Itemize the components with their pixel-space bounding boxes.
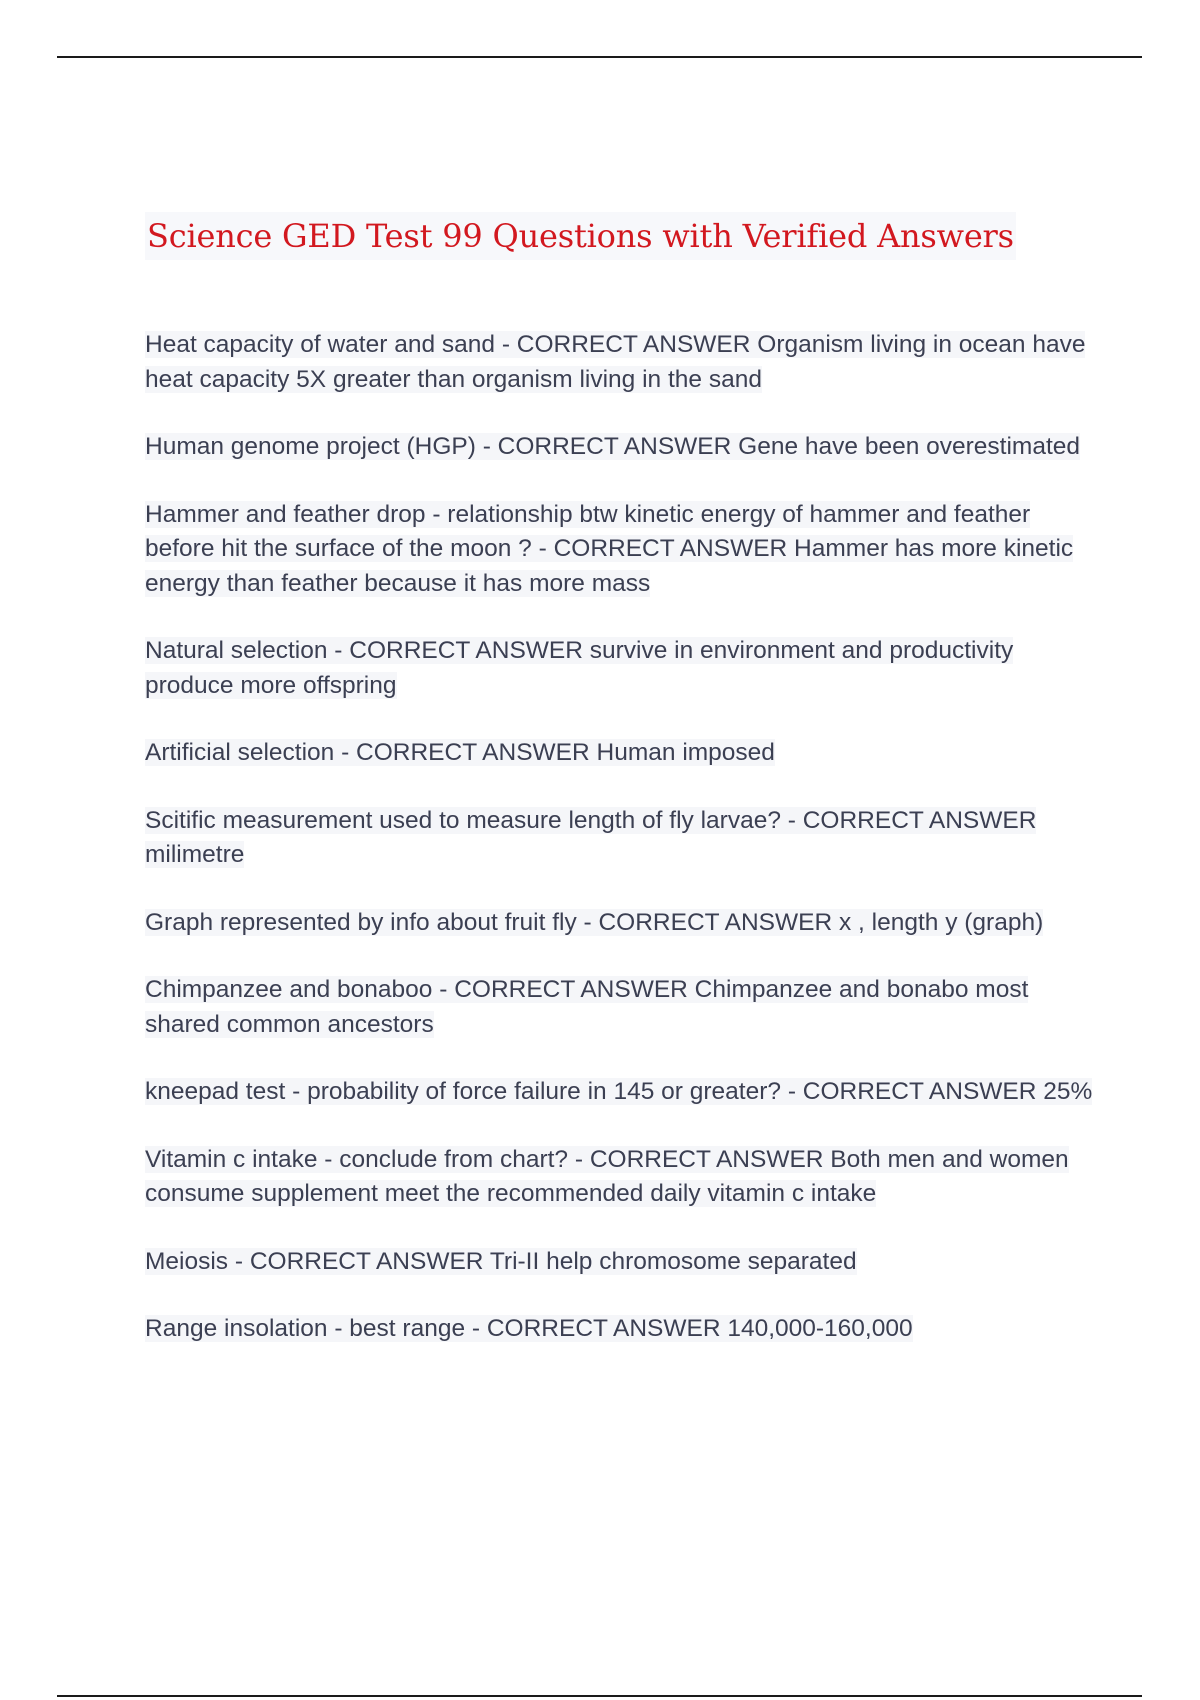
top-rule bbox=[57, 56, 1142, 58]
qa-text: Hammer and feather drop - relationship btw kinetic energy of hammer and feather before hit the surface of the moon ? - CORRECT ANSWER Hammer has more kinetic energy than feather because it has more mass bbox=[145, 500, 1074, 597]
qa-text: Heat capacity of water and sand - CORRECT ANSWER Organism living in ocean have heat capacity 5X greater than organism living in the sand bbox=[145, 331, 1086, 393]
qa-text: Artificial selection - CORRECT ANSWER Human imposed bbox=[145, 739, 775, 766]
qa-item bbox=[145, 973, 1095, 1042]
qa-text: Vitamin c intake - conclude from chart? - CORRECT ANSWER Both men and women consume supplement meet the recommended daily vitamin c intake bbox=[145, 1145, 1069, 1207]
qa-item bbox=[145, 498, 1095, 602]
qa-text: Graph represented by info about fruit fly - CORRECT ANSWER x , length y (graph) bbox=[145, 908, 1044, 936]
qa-item bbox=[145, 804, 1095, 873]
qa-text: Chimpanzee and bonaboo - CORRECT ANSWER Chimpanzee and bonabo most shared common ancestors bbox=[145, 976, 1029, 1038]
qa-text: Scitific measurement used to measure length of fly larvae? - CORRECT ANSWER milimetre bbox=[145, 806, 1037, 868]
qa-item bbox=[145, 1075, 1095, 1110]
qa-text: Meiosis - CORRECT ANSWER Tri-II help chromosome separated bbox=[145, 1247, 857, 1275]
qa-text: Natural selection - CORRECT ANSWER survive in environment and productivity produce more offspring bbox=[145, 637, 1014, 699]
qa-item bbox=[145, 634, 1095, 703]
qa-text: Range insolation - best range - CORRECT ANSWER 140,000-160,000 bbox=[145, 1315, 913, 1342]
qa-item bbox=[145, 736, 1095, 771]
bottom-rule bbox=[57, 1695, 1142, 1697]
qa-item bbox=[145, 328, 1095, 397]
qa-list bbox=[145, 328, 1095, 1380]
qa-item bbox=[145, 1312, 1095, 1347]
qa-item bbox=[145, 430, 1095, 465]
qa-item bbox=[145, 906, 1095, 941]
qa-text: kneepad test - probability of force failure in 145 or greater? - CORRECT ANSWER 25% bbox=[145, 1078, 1093, 1105]
qa-item bbox=[145, 1245, 1095, 1280]
document-title: Science GED Test 99 Questions with Verified Answers bbox=[145, 212, 1016, 260]
qa-text: Human genome project (HGP) - CORRECT ANSWER Gene have been overestimated bbox=[145, 433, 1081, 460]
qa-item bbox=[145, 1143, 1095, 1212]
